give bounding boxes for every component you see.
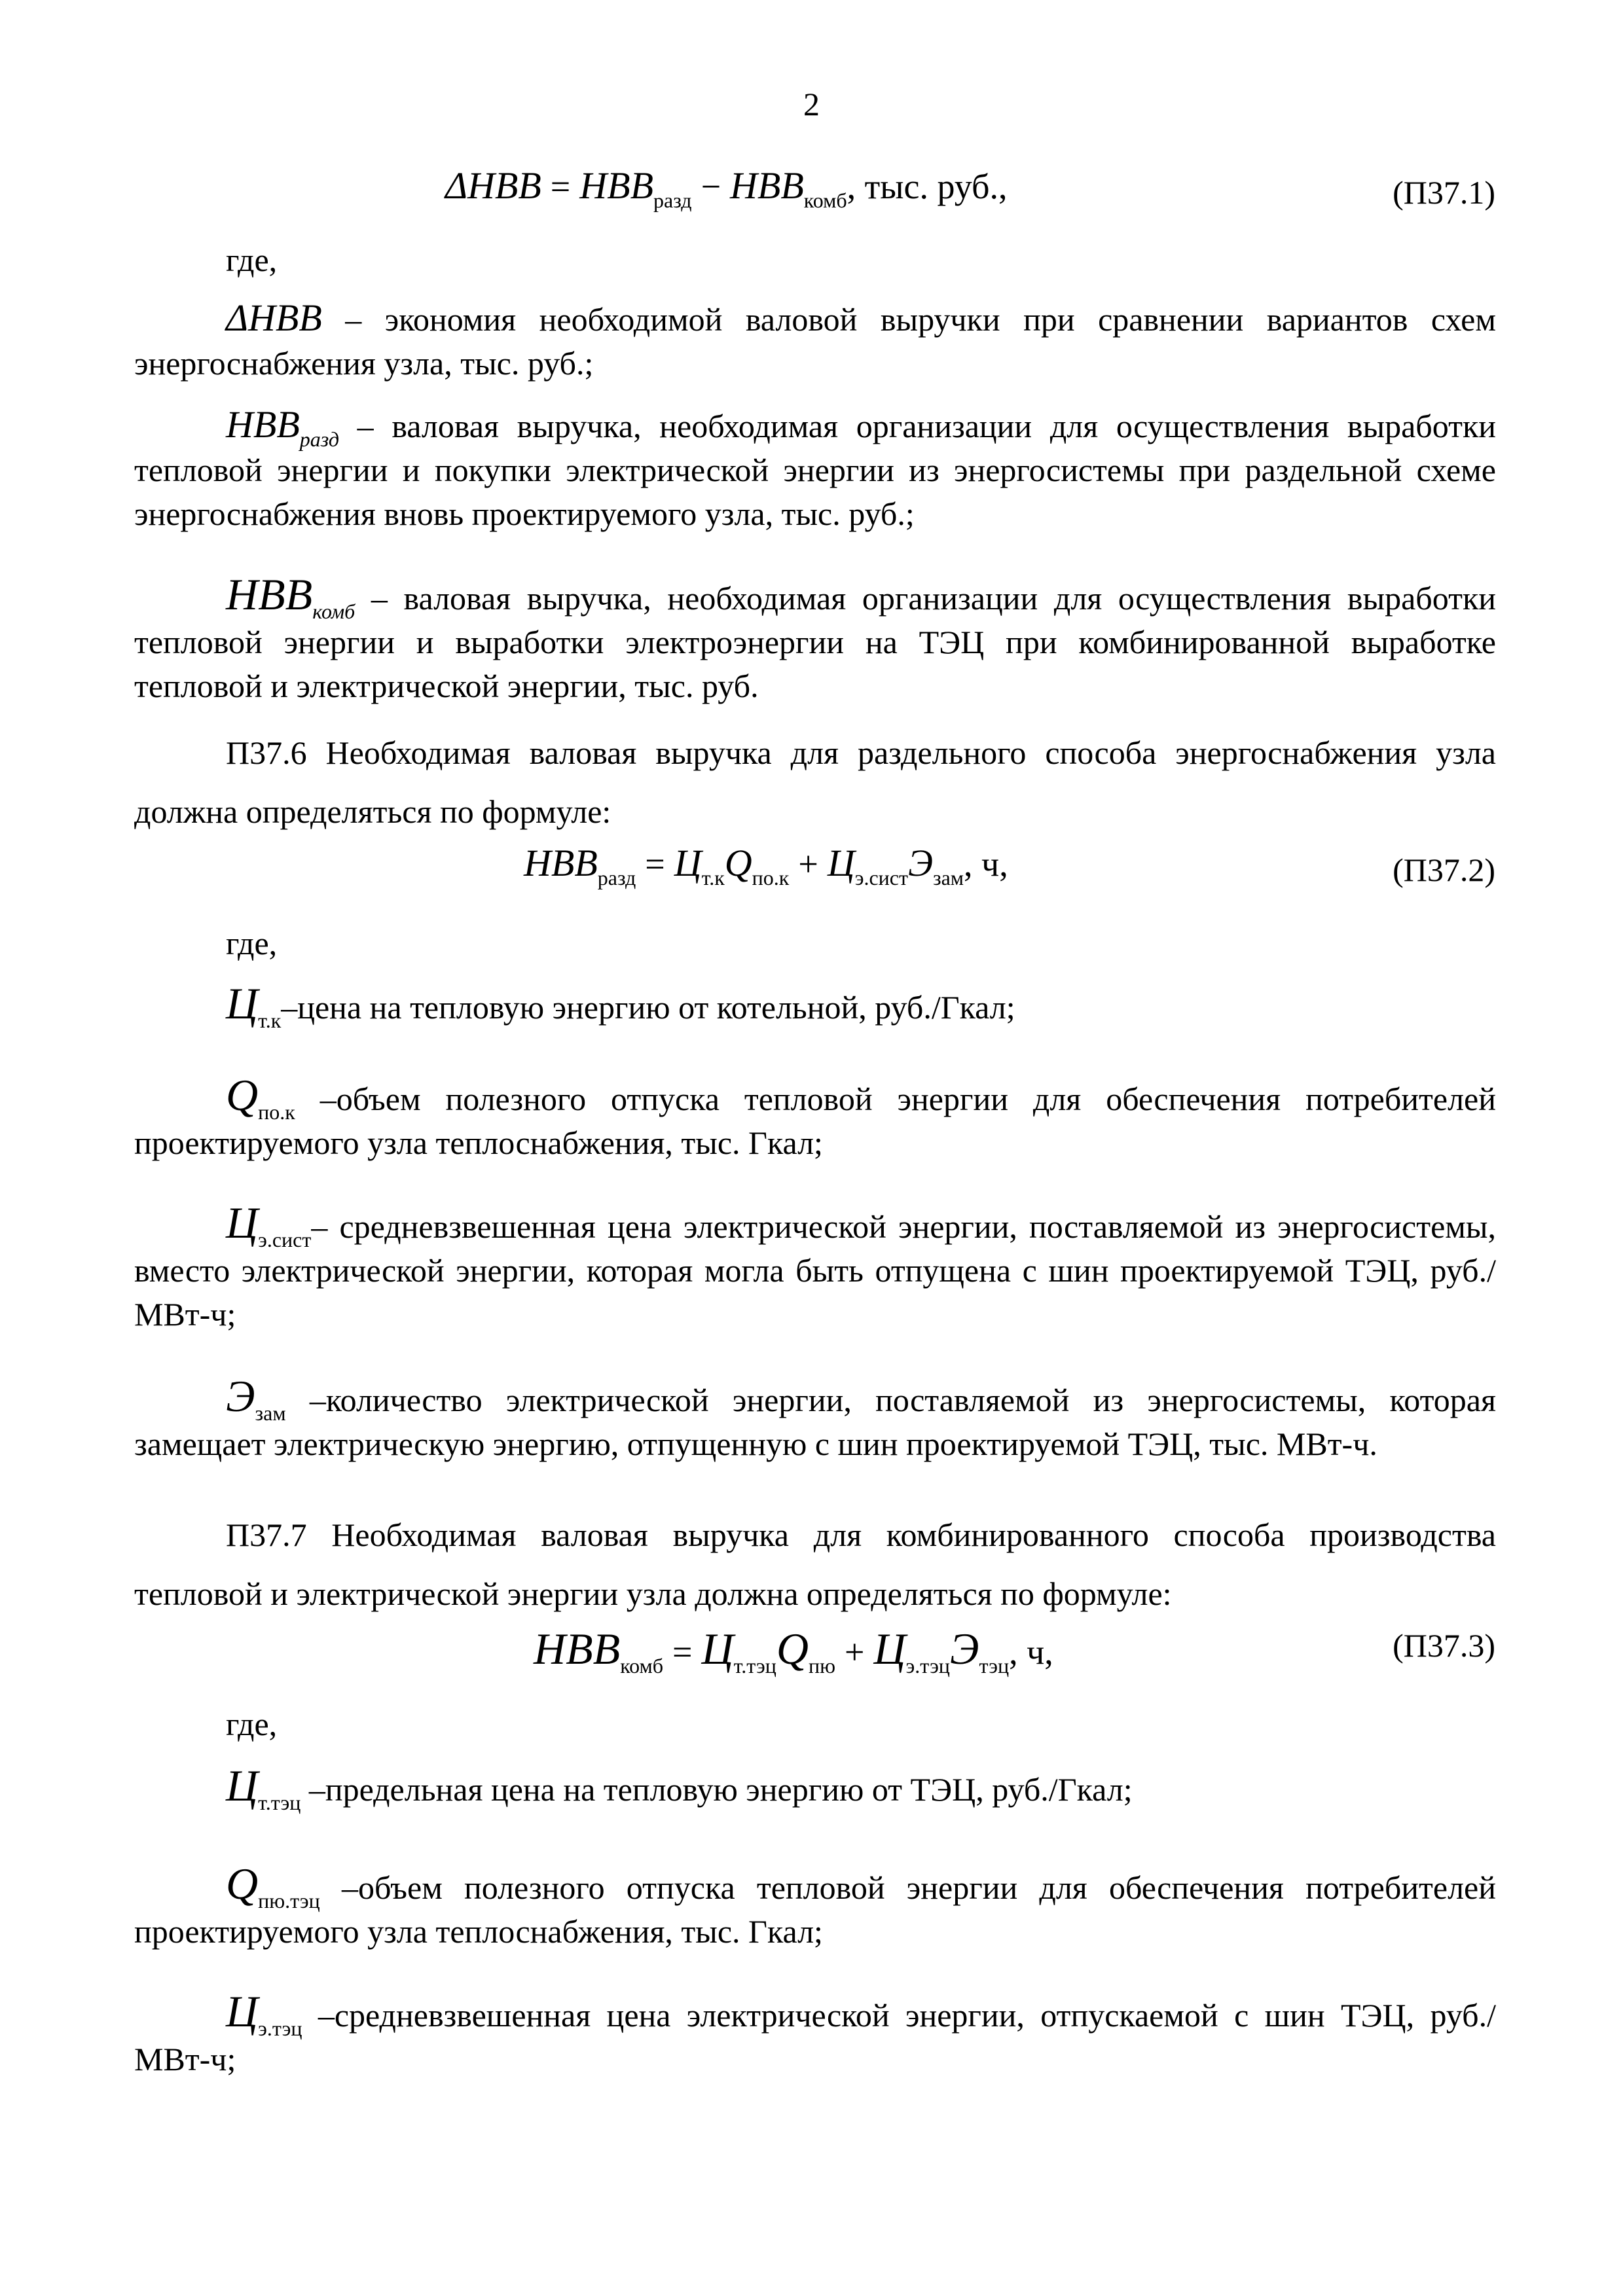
formula1-unit: , тыс. руб., bbox=[847, 167, 1008, 206]
definition-c-tk-text: –цена на тепловую энергию от котельной, руб./Гкал; bbox=[281, 989, 1015, 1026]
definition-q-putec-symbol: Q bbox=[226, 1859, 259, 1909]
definition-c-tk bbox=[134, 978, 1496, 1032]
formula3-a: Ц bbox=[701, 1624, 734, 1674]
definition-c-etec bbox=[134, 1986, 1496, 2081]
formula2-a: Ц bbox=[674, 842, 702, 884]
definition-q-pok bbox=[134, 1070, 1496, 1165]
formula2-b-sub: по.к bbox=[752, 866, 790, 889]
formula2-unit: , ч, bbox=[964, 844, 1008, 884]
formula3-lhs-sub: комб bbox=[620, 1654, 664, 1677]
definition-c-esist bbox=[134, 1198, 1496, 1336]
definition-e-zam-sub: зам bbox=[255, 1401, 286, 1425]
definition-q-pok-sub: по.к bbox=[258, 1100, 295, 1124]
definition-c-esist-text: – средневзвешенная цена электрической энергии, поставляемой из энергосистемы, вместо электрической энергии, которая могла быть отпущена с шин проектируемой ТЭЦ, руб./МВт-ч; bbox=[134, 1208, 1496, 1333]
formula2-c: Ц bbox=[827, 842, 855, 884]
formula2-c-sub: э.сист bbox=[854, 866, 908, 889]
formula3-c: Ц bbox=[873, 1624, 906, 1674]
formula1-term2-sub: комб bbox=[803, 188, 847, 212]
where-label-1: где, bbox=[226, 242, 278, 278]
definition-q-pok-text: –объем полезного отпуска тепловой энергии для обеспечения потребителей проектируемого узла теплоснабжения, тыс. Гкал; bbox=[134, 1081, 1496, 1161]
formula3-d: Э bbox=[949, 1624, 979, 1674]
definition-delta-nvv-text: – экономия необходимой валовой выручки при сравнении вариантов схем энергоснабжения узла, тыс. руб.; bbox=[134, 301, 1496, 382]
formula2-lhs: HBB bbox=[524, 842, 598, 884]
formula-p37-1 bbox=[445, 164, 1008, 212]
formula1-eq: = bbox=[550, 167, 571, 206]
definition-q-putec-sub: пю.тэц bbox=[258, 1889, 320, 1912]
formula1-term1-sub: разд bbox=[653, 188, 692, 212]
formula1-lhs: ΔHBB bbox=[445, 164, 541, 207]
equation-number-1: (П37.1) bbox=[1393, 174, 1495, 211]
formula3-a-sub: т.тэц bbox=[733, 1654, 776, 1677]
definition-nvv-komb bbox=[134, 569, 1496, 708]
definition-q-pok-symbol: Q bbox=[226, 1070, 259, 1120]
definition-c-etec-symbol: Ц bbox=[226, 1986, 259, 2036]
formula3-lhs: HBB bbox=[534, 1624, 621, 1674]
definition-c-esist-symbol: Ц bbox=[226, 1198, 259, 1247]
formula3-c-sub: э.тэц bbox=[905, 1654, 950, 1677]
definition-nvv-komb-sub: комб bbox=[312, 600, 356, 623]
definition-nvv-komb-text: – валовая выручка, необходимая организации для осуществления выработки тепловой энергии и выработки электроэнергии на ТЭЦ при комбинированной выработке тепловой и электрической энергии, тыс. руб. bbox=[134, 580, 1496, 704]
formula2-b: Q bbox=[724, 842, 752, 884]
formula2-d: Э bbox=[907, 842, 933, 884]
formula3-b: Q bbox=[776, 1624, 809, 1674]
formula2-plus: + bbox=[798, 844, 818, 884]
formula2-d-sub: зам bbox=[932, 866, 964, 889]
equation-number-2: (П37.2) bbox=[1393, 852, 1495, 888]
definition-e-zam bbox=[134, 1371, 1496, 1466]
definition-c-etec-text: –средневзвешенная цена электрической энергии, отпускаемой с шин ТЭЦ, руб./МВт-ч; bbox=[134, 1997, 1496, 2077]
definition-c-ttec-text: –предельная цена на тепловую энергию от ТЭЦ, руб./Гкал; bbox=[301, 1771, 1133, 1808]
definition-nvv-razd-text: – валовая выручка, необходимая организации для осуществления выработки тепловой энергии и покупки электрической энергии из энергосистемы при раздельной схеме энергоснабжения вновь проектируемого узла, тыс. руб.; bbox=[134, 408, 1496, 532]
formula3-eq: = bbox=[672, 1632, 693, 1672]
paragraph-p37-6: П37.6 Необходимая валовая выручка для раздельного способа энергоснабжения узла должна определяться по формуле: bbox=[134, 734, 1496, 830]
definition-c-tk-sub: т.к bbox=[258, 1009, 282, 1032]
where-label-2: где, bbox=[226, 925, 278, 961]
definition-c-ttec-sub: т.тэц bbox=[258, 1791, 301, 1814]
formula2-lhs-sub: разд bbox=[597, 866, 636, 889]
equation-number-3: (П37.3) bbox=[1393, 1627, 1495, 1664]
definition-c-tk-symbol: Ц bbox=[226, 978, 259, 1028]
formula1-term1: HBB bbox=[579, 164, 654, 207]
formula-p37-3 bbox=[534, 1623, 1053, 1675]
definition-delta-nvv bbox=[134, 296, 1496, 386]
definition-c-ttec-symbol: Ц bbox=[226, 1761, 259, 1810]
definition-e-zam-symbol: Э bbox=[226, 1371, 255, 1421]
formula3-plus: + bbox=[844, 1632, 865, 1672]
definition-nvv-razd-symbol: HBB bbox=[226, 403, 300, 446]
formula2-eq: = bbox=[645, 844, 665, 884]
paragraph-p37-7: П37.7 Необходимая валовая выручка для комбинированного способа производства тепловой и электрической энергии узла должна определяться по формуле: bbox=[134, 1516, 1496, 1612]
where-label-3: где, bbox=[226, 1706, 278, 1742]
formula3-d-sub: тэц bbox=[979, 1654, 1010, 1677]
definition-c-etec-sub: э.тэц bbox=[258, 2017, 302, 2040]
formula3-b-sub: пю bbox=[808, 1654, 835, 1677]
formula1-minus: − bbox=[701, 167, 721, 206]
definition-q-putec bbox=[134, 1859, 1496, 1954]
definition-c-ttec bbox=[134, 1761, 1496, 1814]
formula-p37-2 bbox=[524, 841, 1008, 889]
definition-nvv-razd bbox=[134, 403, 1496, 536]
definition-nvv-komb-symbol: HBB bbox=[226, 569, 313, 619]
formula3-unit: , ч, bbox=[1009, 1632, 1053, 1672]
definition-delta-nvv-symbol: ΔHBB bbox=[226, 296, 322, 339]
definition-nvv-razd-sub: разд bbox=[299, 427, 339, 451]
definition-e-zam-text: –количество электрической энергии, поставляемой из энергосистемы, которая замещает электрическую энергию, отпущенную с шин проектируемой ТЭЦ, тыс. МВт-ч. bbox=[134, 1382, 1496, 1462]
definition-c-esist-sub: э.сист bbox=[258, 1228, 312, 1251]
page-number: 2 bbox=[803, 86, 820, 122]
formula2-a-sub: т.к bbox=[701, 866, 725, 889]
formula1-term2: HBB bbox=[730, 164, 804, 207]
definition-q-putec-text: –объем полезного отпуска тепловой энергии для обеспечения потребителей проектируемого узла теплоснабжения, тыс. Гкал; bbox=[134, 1869, 1496, 1950]
